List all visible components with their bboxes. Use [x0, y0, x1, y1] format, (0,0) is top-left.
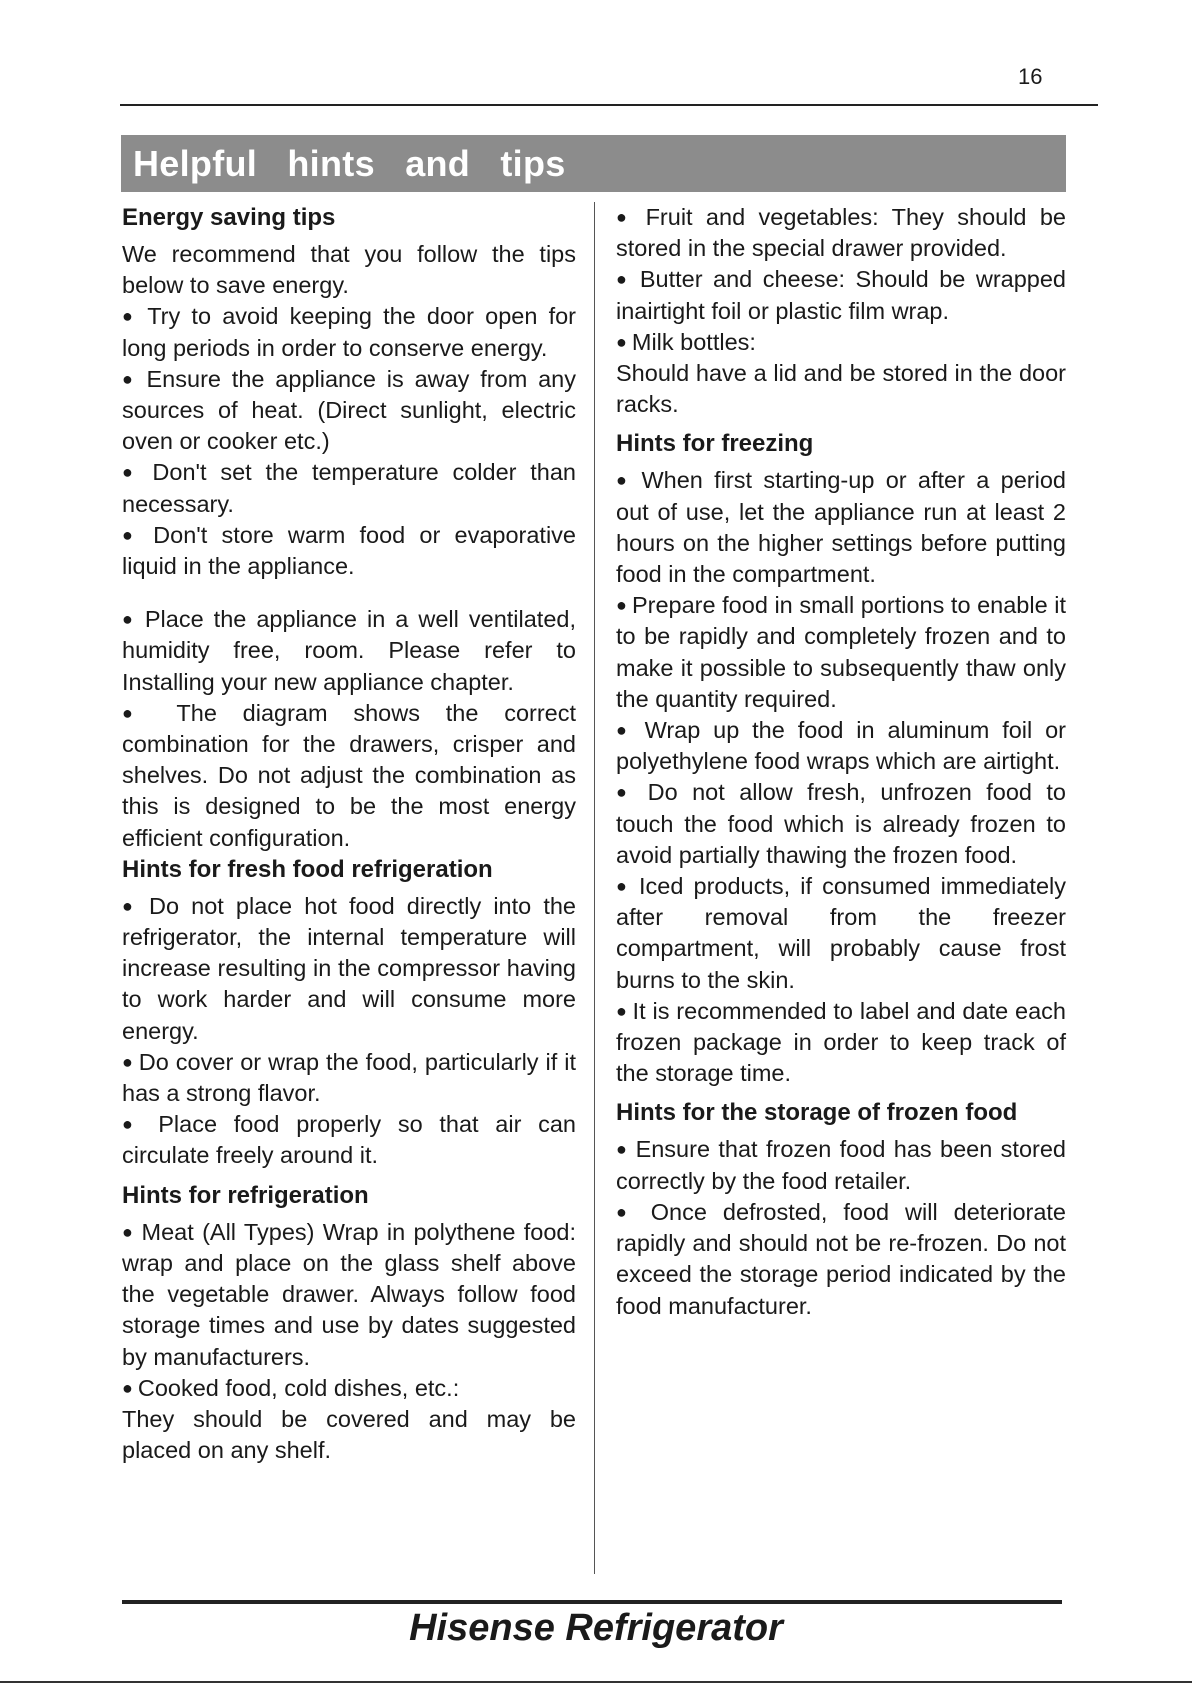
refrigeration-tip: ● Butter and cheese: Should be wrapped inairtight foil or plastic film wrap.: [616, 264, 1066, 326]
page-title-banner: Helpful hints and tips: [121, 135, 1066, 192]
energy-saving-intro: We recommend that you follow the tips below to save energy.: [122, 241, 576, 299]
refrigeration-tip: ● Milk bottles:: [616, 327, 1066, 358]
page-edge-rule: [0, 1681, 1192, 1683]
header-rule: [120, 104, 1098, 106]
freezing-tip: ● Iced products, if consumed immediately after removal from the freezer compartment, will probably cause frost burns to the skin.: [616, 871, 1066, 996]
frozen-storage-section: [616, 1097, 1066, 1321]
freezing-tip: ● Prepare food in small portions to enable it to be rapidly and completely frozen and to make it possible to subsequently thaw only the quantity required.: [616, 590, 1066, 715]
page-number: 16: [1018, 64, 1043, 89]
energy-tip: ● Ensure the appliance is away from any sources of heat. (Direct sunlight, electric oven or cooker etc.): [122, 364, 576, 458]
refrigeration-tip: ● Meat (All Types) Wrap in polythene food: wrap and place on the glass shelf above the vegetable drawer. Always follow food storage times and use by dates suggested by manufacturers.: [122, 1217, 576, 1373]
energy-saving-section: [122, 202, 576, 854]
freezing-tip: ● Do not allow fresh, unfrozen food to touch the food which is already frozen to avoid partially thawing the frozen food.: [616, 777, 1066, 871]
right-column: [616, 202, 1066, 1322]
column-divider: [594, 202, 595, 1574]
energy-saving-title: Energy saving tips: [122, 204, 336, 231]
energy-tip: ● Try to avoid keeping the door open for long periods in order to conserve energy.: [122, 301, 576, 363]
freezing-tip: ● It is recommended to label and date each frozen package in order to keep track of the storage time.: [616, 996, 1066, 1090]
refrigeration-tip: ● Fruit and vegetables: They should be stored in the special drawer provided.: [616, 202, 1066, 264]
frozen-storage-tip: ● Ensure that frozen food has been stored correctly by the food retailer.: [616, 1134, 1066, 1196]
brand-footer: Hisense Refrigerator: [409, 1607, 783, 1649]
freezing-title: Hints for freezing: [616, 430, 814, 458]
refrigeration-title: Hints for refrigeration: [122, 1181, 369, 1209]
fresh-food-tip: ● Do not place hot food directly into the refrigerator, the internal temperature will increase resulting in the compressor having to work harder and will consume more energy.: [122, 891, 576, 1047]
fresh-food-section: [122, 854, 576, 1172]
freezing-tip: ● Wrap up the food in aluminum foil or polyethylene food wraps which are airtight.: [616, 715, 1066, 777]
frozen-storage-tip: ● Once defrosted, food will deteriorate rapidly and should not be re-frozen. Do not exceed the storage period indicated by the food manufacturer.: [616, 1197, 1066, 1322]
fresh-food-tip: ● Place food properly so that air can circulate freely around it.: [122, 1109, 576, 1171]
refrigeration-continued-section: [616, 202, 1066, 420]
refrigeration-section: [122, 1180, 576, 1467]
freezing-section: [616, 428, 1066, 1089]
energy-tip: ● The diagram shows the correct combination for the drawers, crisper and shelves. Do not adjust the combination as this is designed to be the most energy efficient configuration.: [122, 698, 576, 854]
fresh-food-title: Hints for fresh food refrigeration: [122, 855, 493, 883]
cooked-food-note: They should be covered and may be placed on any shelf.: [122, 1405, 576, 1464]
energy-tip: ● Place the appliance in a well ventilated, humidity free, room. Please refer to Installing your new appliance chapter.: [122, 604, 576, 698]
frozen-storage-title: Hints for the storage of frozen food: [616, 1099, 1018, 1127]
fresh-food-tip: ● Do cover or wrap the food, particularly if it has a strong flavor.: [122, 1047, 576, 1109]
left-column: [122, 202, 576, 1466]
milk-bottles-note: Should have a lid and be stored in the door racks.: [616, 360, 1066, 418]
energy-tip: ● Don't set the temperature colder than necessary.: [122, 457, 576, 519]
refrigeration-tip: ● Cooked food, cold dishes, etc.:: [122, 1373, 576, 1404]
freezing-tip: ● When first starting-up or after a period out of use, let the appliance run at least 2 hours on the higher settings before putting food in the compartment.: [616, 465, 1066, 590]
energy-tip: ● Don't store warm food or evaporative liquid in the appliance.: [122, 520, 576, 582]
